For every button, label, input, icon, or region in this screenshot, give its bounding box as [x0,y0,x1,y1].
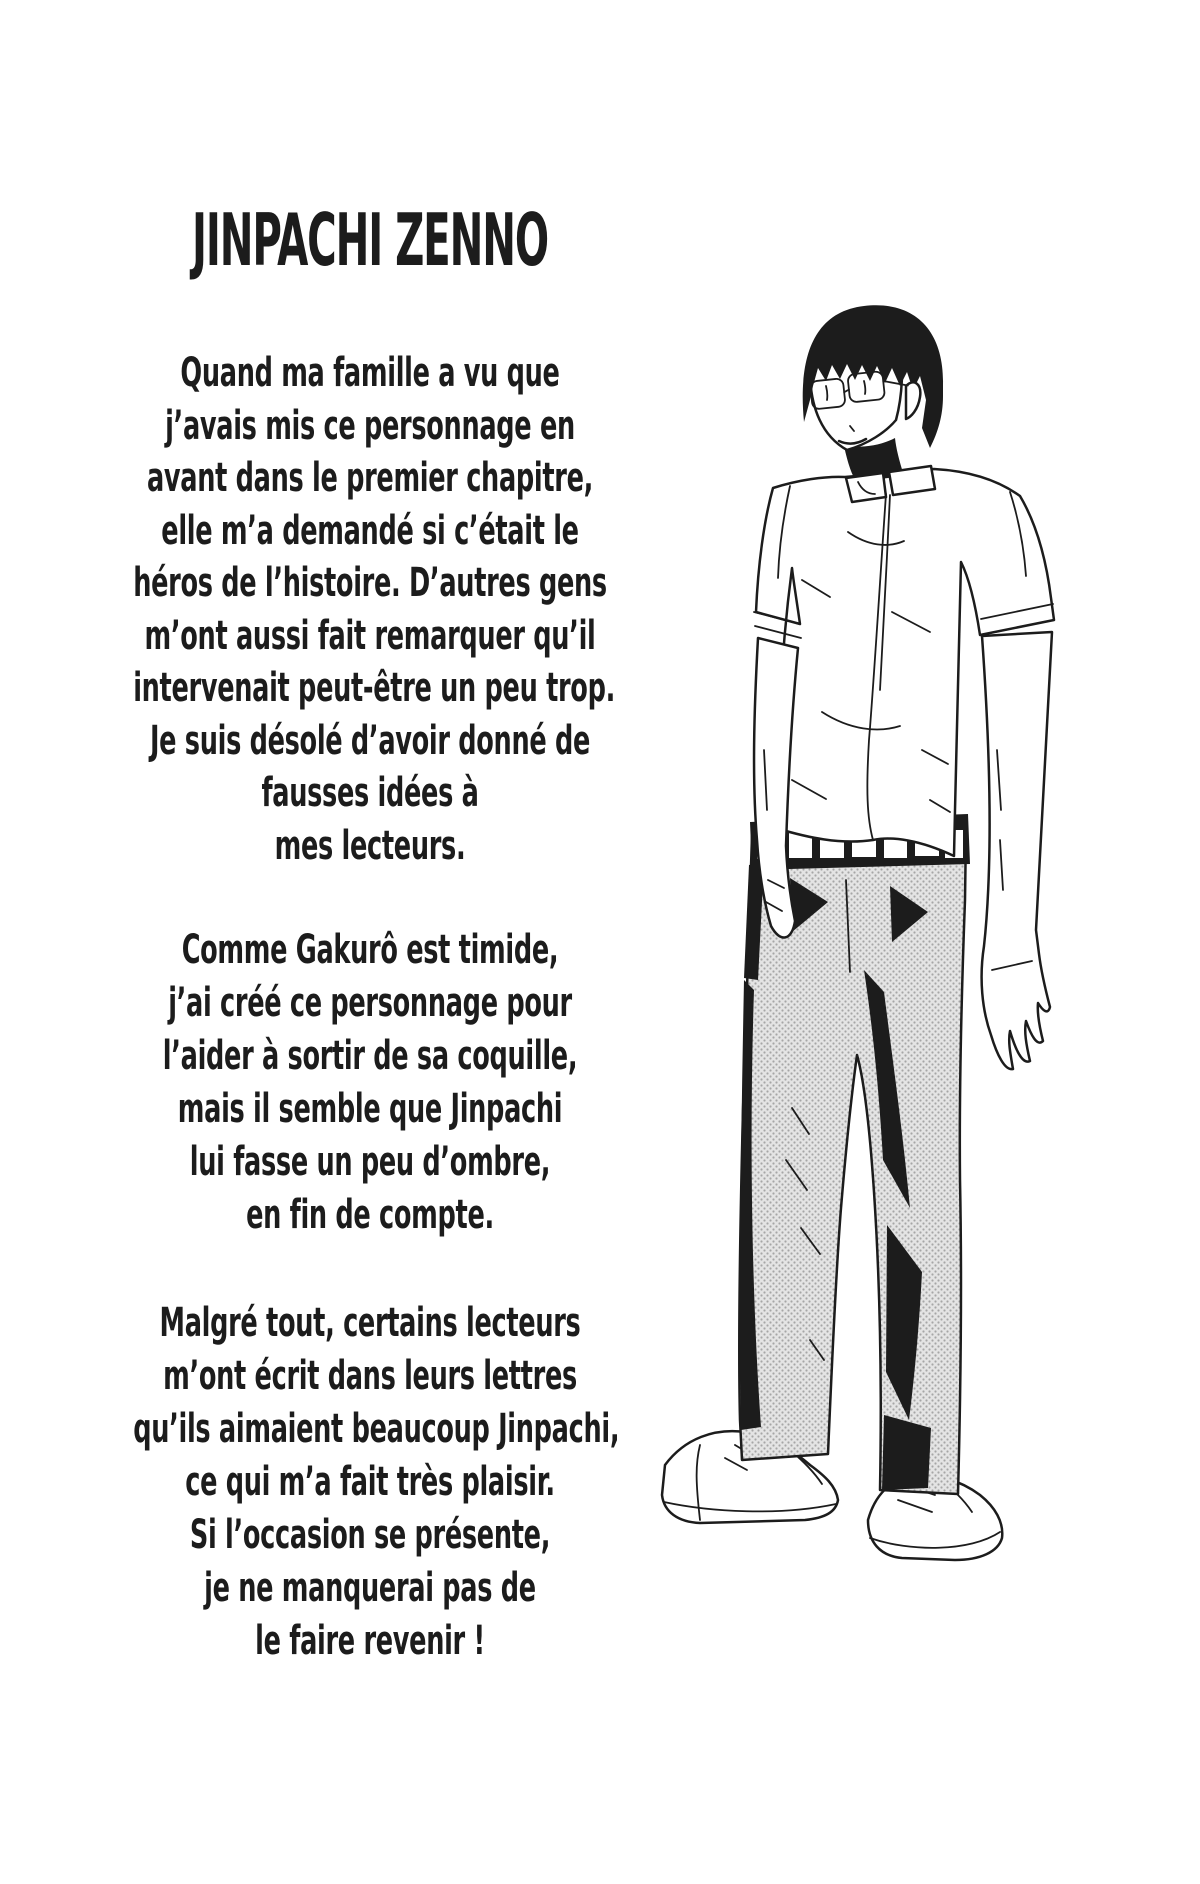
text-line: avant dans le premier chapitre, [146,455,594,501]
text-line: mes lecteurs. [274,822,466,869]
text-line: Malgré tout, certains lecteurs [159,1300,581,1346]
ear [906,382,920,419]
text-line: héros de l’histoire. D’autres gens [133,560,607,606]
text-line: m’ont aussi fait remarquer qu’il [144,612,596,659]
character-illustration [640,280,1060,1610]
text-line: Comme Gakurô est timide, [181,927,559,973]
head [803,305,943,502]
text-line: elle m’a demandé si c’était le [161,507,579,554]
text-line: ce qui m’a fait très plaisir. [185,1459,555,1505]
text-line: j’avais mis ce personnage en [165,402,575,449]
text-line: en fin de compte. [246,1192,494,1238]
text-line: le faire revenir ! [255,1618,485,1664]
text-line: j’ai créé ce personnage pour [168,980,572,1026]
text-line: fausses idées à [261,770,479,816]
text-line: qu’ils aimaient beaucoup Jinpachi, [133,1406,620,1452]
text-line: Si l’occasion se présente, [189,1512,551,1558]
text-line: je ne manquerai pas de [204,1565,536,1611]
page-title: JINPACHI ZENNO [191,198,549,282]
text-line: mais il semble que Jinpachi [177,1086,563,1132]
text-line: lui fasse un peu d’ombre, [189,1139,551,1185]
text-line: Je suis désolé d’avoir donné de [149,717,591,764]
text-line: intervenait peut-être un peu trop. [133,665,615,711]
text-line: Quand ma famille a vu que [180,350,560,396]
right-arm [982,632,1052,1069]
text-line: m’ont écrit dans leurs lettres [163,1353,577,1399]
paragraph-2 [133,924,607,1242]
paragraph-1 [133,347,615,872]
paragraph-3 [133,1297,620,1668]
text-line: l’aider à sortir de sa coquille, [162,1033,578,1079]
